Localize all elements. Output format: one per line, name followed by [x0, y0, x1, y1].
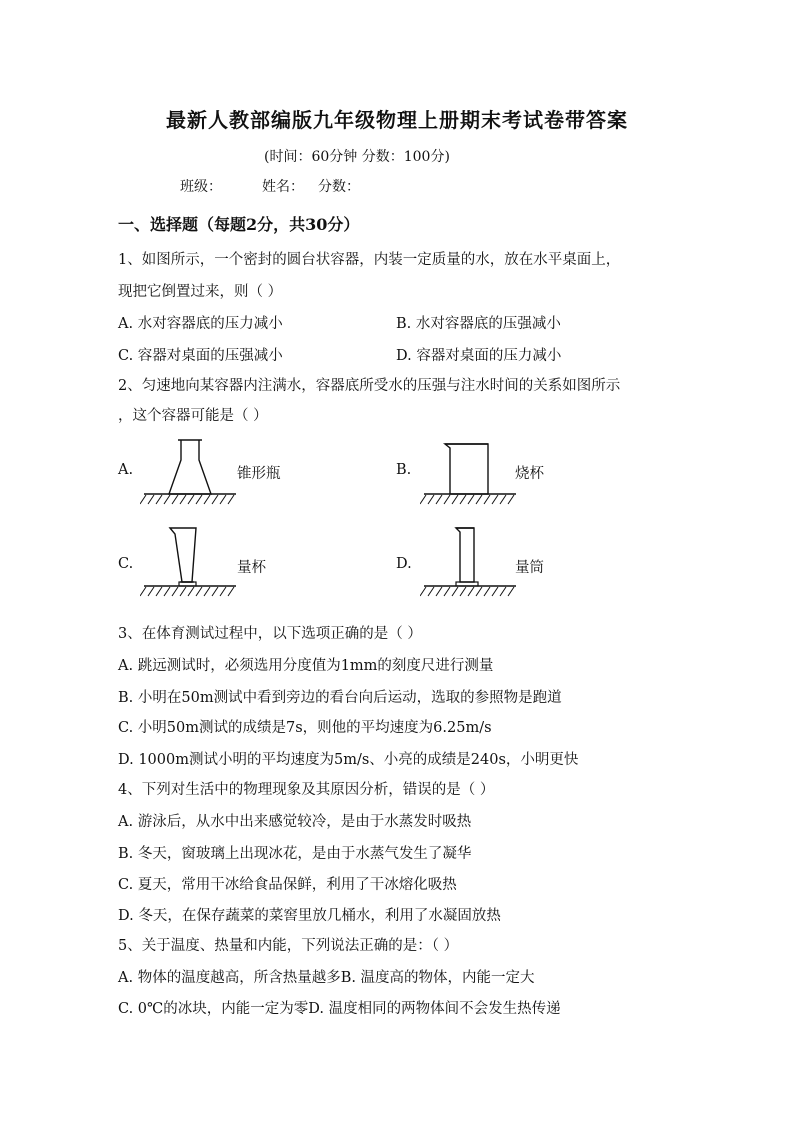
q2-option-b-name: 烧杯: [515, 466, 544, 482]
q4-option-a: A. 游泳后，从水中出来感觉较冷，是由于水蒸发时吸热: [118, 814, 472, 830]
measuring-cup-figure: [140, 524, 240, 606]
q3-option-a: A. 跳远测试时，必须选用分度值为1mm的刻度尺进行测量: [118, 658, 494, 674]
score-label: 分数：: [318, 179, 360, 195]
q2-stem-line1: 2、匀速地向某容器内注满水，容器底所受水的压强与注水时间的关系如图所示: [118, 378, 621, 394]
q4-stem: 4、下列对生活中的物理现象及其原因分析，错误的是（ ）: [118, 782, 495, 798]
q4-option-d: D. 冬天，在保存蔬菜的菜窖里放几桶水，利用了水凝固放热: [118, 908, 501, 924]
exam-info: (时间：60分钟 分数：100分): [264, 149, 450, 165]
q3-option-d: D. 1000m测试小明的平均速度为5m/s、小亮的成绩是240s，小明更快: [118, 752, 579, 768]
page-title: 最新人教部编版九年级物理上册期末考试卷带答案: [166, 108, 628, 132]
q2-option-a-name: 锥形瓶: [237, 466, 281, 482]
q5-options-ab: A. 物体的温度越高，所含热量越多B. 温度高的物体，内能一定大: [118, 970, 535, 986]
q1-stem-line1: 1、如图所示，一个密封的圆台状容器，内装一定质量的水，放在水平桌面上，: [118, 252, 621, 268]
q2-option-b-letter: B.: [396, 462, 412, 478]
q5-options-cd: C. 0℃的冰块，内能一定为零D. 温度相同的两物体间不会发生热传递: [118, 1001, 561, 1017]
class-label: 班级：: [180, 179, 222, 195]
q5-stem: 5、关于温度、热量和内能，下列说法正确的是：（ ）: [118, 938, 459, 954]
q1-stem-line2: 现把它倒置过来，则（ ）: [118, 284, 283, 300]
q1-option-b: B. 水对容器底的压强减小: [396, 316, 561, 332]
flask-figure: [140, 434, 240, 512]
q3-option-c: C. 小明50m测试的成绩是7s，则他的平均速度为6.25m/s: [118, 720, 492, 736]
q2-option-d-name: 量筒: [515, 560, 544, 576]
name-label: 姓名：: [262, 179, 304, 195]
q2-option-a-letter: A.: [118, 462, 134, 478]
q4-option-c: C. 夏天，常用干冰给食品保鲜，利用了干冰熔化吸热: [118, 877, 457, 893]
q4-option-b: B. 冬天，窗玻璃上出现冰花，是由于水蒸气发生了凝华: [118, 846, 472, 862]
q1-option-a: A. 水对容器底的压力减小: [118, 316, 283, 332]
q2-option-c-name: 量杯: [237, 560, 266, 576]
q2-option-c-letter: C.: [118, 556, 134, 572]
q3-option-b: B. 小明在50m测试中看到旁边的看台向后运动，选取的参照物是跑道: [118, 690, 562, 706]
section-heading: 一、选择题（每题2分，共30分）: [118, 215, 360, 234]
q2-stem-line2: ，这个容器可能是（ ）: [118, 408, 268, 424]
beaker-figure: [420, 434, 520, 512]
q1-option-c: C. 容器对桌面的压强减小: [118, 348, 283, 364]
q3-stem: 3、在体育测试过程中，以下选项正确的是（ ）: [118, 626, 422, 642]
q2-option-d-letter: D.: [396, 556, 412, 572]
q1-option-d: D. 容器对桌面的压力减小: [396, 348, 562, 364]
graduated-cylinder-figure: [420, 524, 520, 606]
